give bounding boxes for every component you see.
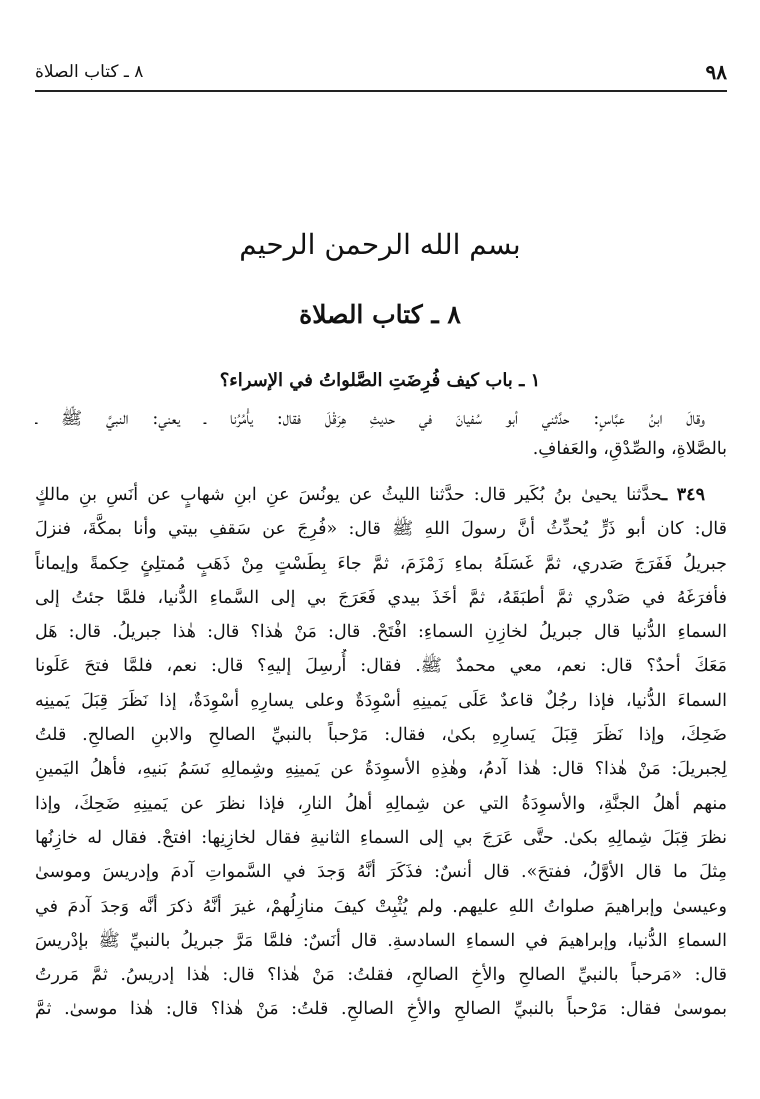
header-rule: [35, 90, 727, 92]
text-line: نظرَ قِبَلَ شِمالِهِ بكىٰ. حتَّى عَرَجَ بي إلى السماءِ الثانيةِ فقال لخازِنِها: افتحْ. فقال له خازِنُها: [35, 827, 727, 848]
book-title: ٨ ـ كتاب الصلاة: [299, 300, 461, 329]
basmala: بسم الله الرحمن الرحيم: [239, 228, 521, 261]
text-line: السماءَ الدُّنيا، فإذا رجُلٌ قاعدٌ عَلَى يَمينِهِ أسْوِدَةٌ وعلى يسارِهِ أسْوِدَةٌ، إذا نَظَرَ قِبَلَ يَمينِه: [35, 690, 727, 711]
text-line: قال: كان أبو ذَرٍّ يُحدِّثُ أنَّ رسولَ اللهِ ﷺ قال: «فُرِجَ عن سَقفِ بيتي وأنا بمكَّةَ، فنزلَ: [35, 519, 727, 540]
hadith-number: ٣٤٩ ـ: [662, 485, 705, 505]
page-header: [35, 58, 727, 88]
hadith-paragraph: [35, 478, 727, 1027]
text-line: قال: «مَرحباً بالنبيِّ الصالحِ والأخِ الصالحِ، فقلتُ: مَنْ هٰذا؟ قال: هٰذا إدريسُ. ثمَّ مَررتُ: [35, 965, 727, 986]
text-line: السماءِ الدُّنيا، وإبراهيمَ في السماءِ السادسةِ. قال أنَسٌ: فلمَّا مَرَّ جبريلُ بالنبيِّ ﷺ بإدْريسَ: [35, 930, 727, 951]
text-line: جبريلُ فَفَرَجَ صَدري، ثمَّ غَسَلَهُ بماءِ زَمْزَمَ، ثمَّ جاءَ بِطَسْتٍ مِنْ ذَهَبٍ مُمتلِئٍ حِكمةً وإيماناً: [35, 553, 727, 574]
text-line: ضَحِكَ، وإذا نَظَرَ قِبَلَ يَسارِهِ بكىٰ، فقال: مَرْحباً بالنبيِّ الصالحِ والابنِ الصالحِ. قلتُ: [35, 725, 727, 746]
text-line: مِثلَ ما قال الأوَّلُ، ففتحَ». قال أنسٌ: فذَكَرَ أنَّهُ وَجدَ في السَّمواتِ آدمَ وإدريسَ وموسىٰ: [35, 862, 727, 883]
text-line: منهم أهلُ الجنَّةِ، والأسوِدَةُ التي عن شِمالِهِ أهلُ النارِ، فإذا نظرَ عن يَمينِهِ ضَحِكَ، وإذا: [35, 793, 727, 814]
chapter-title: ١ ـ باب كيف فُرِضَتِ الصَّلواتُ في الإسراء؟: [219, 370, 541, 391]
text-line: وقالَ ابنُ عبَّاسٍ: حدَّثني أبو سُفيانَ في حديثِ هِرَقْلَ فقال: يأْمُرُنا ـ يعني: النبيَّ ﷺ ـ: [35, 409, 705, 429]
page-number: ٩٨: [705, 60, 727, 84]
text-line: مَعَكَ أحدٌ؟ قال: نعم، معي محمدٌ ﷺ. فقال: أُرسِلَ إليهِ؟ قال: نعم، فلمَّا فتحَ عَلَونا: [35, 656, 727, 677]
text-line: فأفرَغَهُ في صَدْري ثمَّ أطبَقَهُ، ثمَّ أخَذَ بيدي فَعَرَجَ بي إلى السَّماءِ الدُّنيا، فلمَّا جئتُ إلى: [35, 587, 727, 608]
text-line: بالصَّلاةِ، والصِّدْقِ، والعَفافِ.: [532, 439, 727, 459]
intro-paragraph: [35, 404, 727, 464]
text-line: لِجبريلَ: مَنْ هٰذا؟ قال: هٰذا آدمُ، وهٰذِهِ الأسوِدَةُ عن يَمينِهِ وشِمالِهِ نَسَمُ بَنيهِ، فأهلُ اليَمينِ: [35, 759, 727, 780]
text-line-content: حدَّثنا يحيىٰ بنُ بُكَير قال: حدَّثنا الليثُ عن يونُسَ عنِ ابنِ شهابٍ عن أنَسِ بنِ مالكٍ: [35, 485, 663, 505]
text-line: السماءِ الدُّنيا قال جبريلُ لخازِنِ السماءِ: افْتَحْ. قال: مَنْ هٰذا؟ قال: هٰذا جبريلُ. قال: هَل: [35, 622, 727, 643]
text-line: وعيسىٰ وإبراهيمَ صلواتُ اللهِ عليهم. ولم يُثْبِتْ كيفَ منازِلُهمْ، غيرَ أنَّهُ ذكرَ أنَّه وَجدَ آدمَ في: [35, 896, 727, 917]
text-line: بموسىٰ فقال: مَرْحباً بالنبيِّ الصالحِ والأخِ الصالحِ. قلتُ: مَنْ هٰذا؟ قال: هٰذا موسىٰ. ثمَّ: [35, 999, 727, 1020]
text-line: [35, 478, 727, 512]
running-title: ٨ ـ كتاب الصلاة: [35, 62, 144, 82]
